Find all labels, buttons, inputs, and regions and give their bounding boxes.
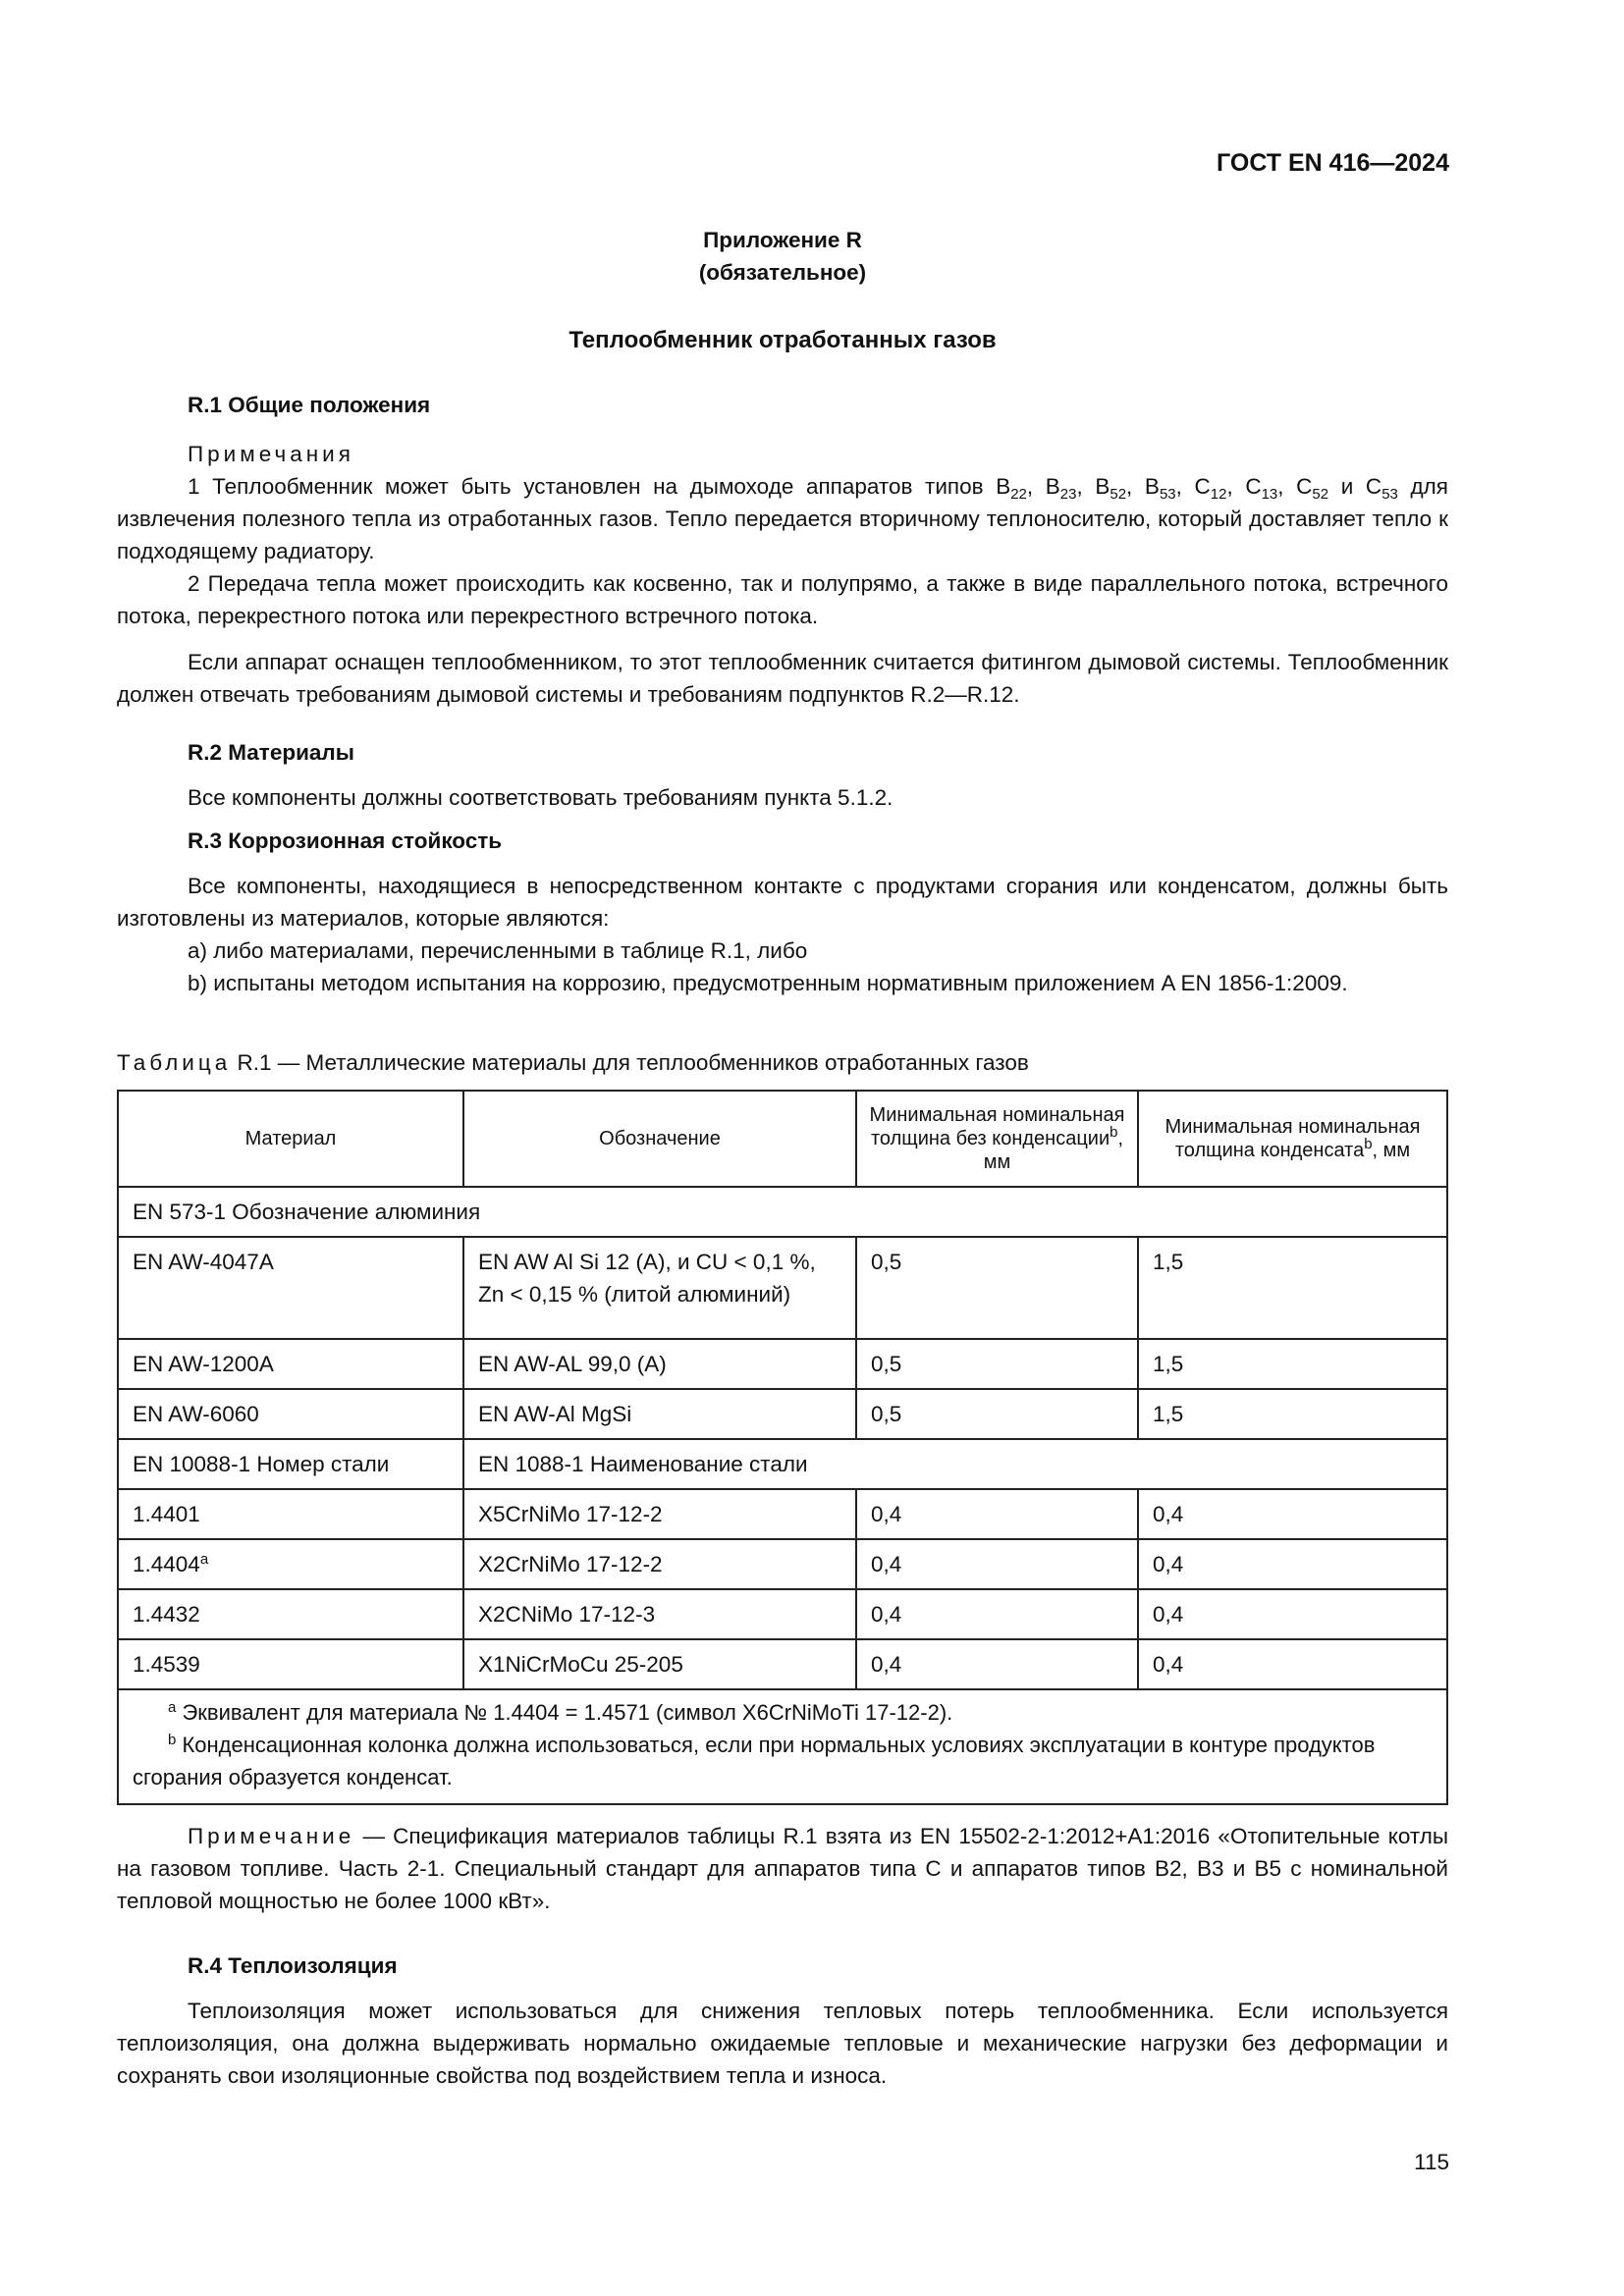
table-footnotes — [118, 1689, 1447, 1804]
annex-title-block — [117, 224, 1448, 289]
header-thickness-no-condensate: Минимальная номинальная толщина без конденсации$^b$, мм — [856, 1091, 1138, 1187]
section-r1 — [117, 389, 1448, 711]
header-material: Материал — [118, 1091, 463, 1187]
r3-paragraph: Все компоненты, находящиеся в непосредственном контакте с продуктами сгорания или конденсатом, должны быть изготовлены из материалов, которые являются: — [117, 874, 1448, 931]
table-row: EN AW-6060 EN AW-Al MgSi 0,5 1,5 — [118, 1389, 1447, 1439]
annex-status: (обязательное) — [698, 260, 867, 285]
annex-title: Приложение R — [703, 228, 862, 252]
table-row: 1.4404$^a$ X2CrNiMo 17-12-2 0,4 0,4 — [118, 1539, 1447, 1589]
annex-name: Теплообменник отработанных газов — [568, 327, 997, 353]
note-1: 1 Теплообменник может быть установлен на дымоходе аппаратов типов $B_{22}$, $B_{23}$, $B_{52}$, $B_{53}$, $C_{12}$, $C_{13}$, $C_{52}$ и $C_{53}$ для извлечения полезного тепла из отработанных газов. Тепло передается вторичному теплоносителю, который доставляет тепло к подходящему радиатору. — [117, 474, 1448, 563]
r2-paragraph: Все компоненты должны соответствовать требованиям пункта 5.1.2. — [188, 785, 893, 810]
r3-item-b: b) испытаны методом испытания на коррозию, предусмотренным нормативным приложением A EN 1856-1:2009. — [188, 971, 1348, 995]
note-2: 2 Передача тепла может происходить как косвенно, так и полупрямо, а также в виде параллельного потока, встречного потока, перекрестного потока или перекрестного встречного потока. — [117, 571, 1448, 628]
section-r3 — [117, 825, 1448, 999]
r3-heading: R.3 Коррозионная стойкость — [188, 828, 503, 853]
table-group-row: EN 10088-1 Номер стали EN 1088-1 Наименование стали — [118, 1439, 1447, 1489]
section-r2 — [117, 736, 1448, 814]
table-row: 1.4432 X2CNiMo 17-12-3 0,4 0,4 — [118, 1589, 1447, 1639]
document-header: ГОСТ EN 416—2024 — [1217, 149, 1449, 177]
table-group-row: EN 573-1 Обозначение алюминия — [118, 1187, 1447, 1237]
section-r4 — [117, 1949, 1448, 2092]
r4-paragraph: Теплоизоляция может использоваться для снижения тепловых потерь теплообменника. Если используется теплоизоляция, она должна выдерживать нормально ожидаемые тепловые и механические нагрузки без деформации и сохранять свои изоляционные свойства под воздействием тепла и износа. — [117, 1999, 1448, 2088]
notes-label: Примечания — [188, 442, 354, 466]
r4-heading: R.4 Теплоизоляция — [188, 1953, 398, 1978]
table-header-row — [118, 1091, 1447, 1187]
table-row: 1.4539 X1NiCrMoCu 25-205 0,4 0,4 — [118, 1639, 1447, 1689]
table-note: Примечание — Спецификация материалов таблицы R.1 взята из EN 15502-2-1:2012+A1:2016 «Отопительные котлы на газовом топливе. Часть 2-1. Специальный стандарт для аппаратов типа C и аппаратов типов B2, B3 и B5 с номинальной тепловой мощностью не более 1000 кВт». — [117, 1824, 1448, 1913]
r2-heading: R.2 Материалы — [188, 740, 354, 765]
r3-item-a: a) либо материалами, перечисленными в таблице R.1, либо — [188, 938, 808, 963]
table-row: 1.4401 X5CrNiMo 17-12-2 0,4 0,4 — [118, 1489, 1447, 1539]
footnote-b: $^b$ Конденсационная колонка должна использоваться, если при нормальных условиях эксплуатации в контуре продуктов сгорания образуется конденсат. — [133, 1732, 1376, 1789]
header-designation: Обозначение — [463, 1091, 856, 1187]
footnote-a: $^a$ Эквивалент для материала № 1.4404 = 1.4571 (символ X6CrNiMoTi 17-12-2). — [168, 1699, 953, 1725]
r1-paragraph: Если аппарат оснащен теплообменником, то этот теплообменник считается фитингом дымовой системы. Теплообменник должен отвечать требованиям дымовой системы и требованиям подпунктов R.2—R.12. — [117, 650, 1448, 707]
table-caption: Таблица R.1 — Металлические материалы для теплообменников отработанных газов — [117, 1050, 1029, 1075]
r1-heading: R.1 Общие положения — [188, 393, 431, 417]
materials-table — [117, 1090, 1448, 1805]
header-thickness-condensate: Минимальная номинальная толщина конденсата$^b$, мм — [1138, 1091, 1447, 1187]
page-number: 115 — [1414, 2150, 1449, 2174]
table-row: EN AW-1200A EN AW-AL 99,0 (A) 0,5 1,5 — [118, 1339, 1447, 1389]
table-row: EN AW-4047A EN AW Al Si 12 (A), и CU < 0,1 %, Zn < 0,15 % (литой алюминий) 0,5 1,5 — [118, 1237, 1447, 1339]
